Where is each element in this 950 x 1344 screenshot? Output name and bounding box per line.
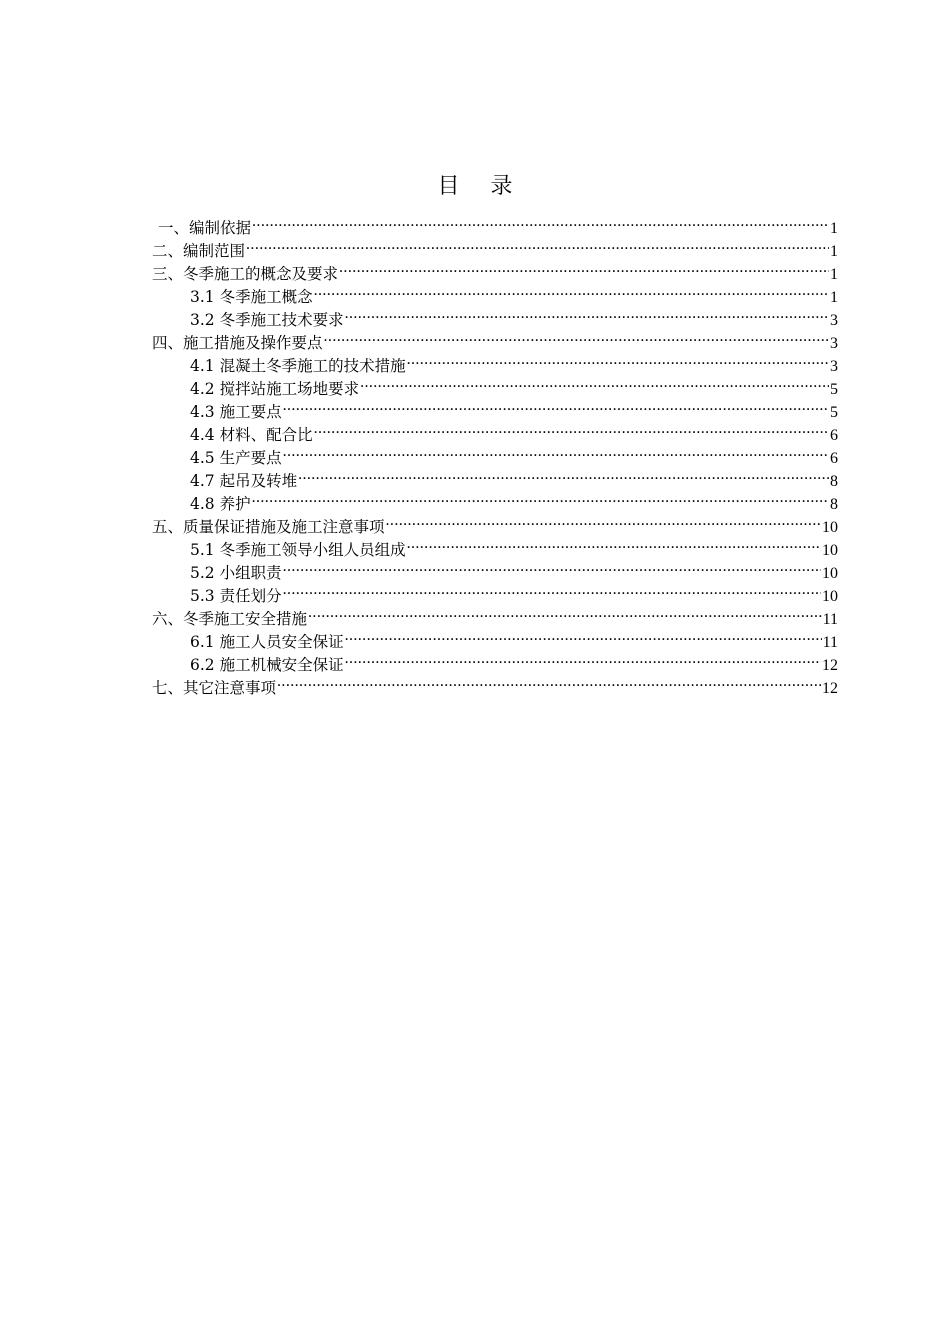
- toc-entry-text: 三、冬季施工的概念及要求: [152, 265, 339, 283]
- toc-leader-dots: [386, 509, 821, 532]
- toc-title: 目 录: [437, 174, 525, 199]
- toc-entry-text: 5.2 小组职责: [190, 564, 282, 582]
- toc-leader-dots: [360, 371, 829, 394]
- toc-entry-page: 1: [830, 289, 838, 306]
- toc-entry[interactable]: [152, 509, 838, 536]
- toc-entry-page: 8: [830, 473, 838, 490]
- toc-entry-page: 3: [830, 312, 838, 329]
- toc-entry-text: 四、施工措施及操作要点: [152, 334, 323, 352]
- toc-entry-page: 6: [830, 450, 838, 467]
- toc-entry-page: 10: [822, 542, 838, 559]
- toc-entry-text: 3.1 冬季施工概念: [190, 288, 313, 306]
- toc-list: [152, 210, 838, 697]
- toc-entry-page: 10: [822, 519, 838, 536]
- toc-leader-dots: [283, 555, 821, 578]
- toc-leader-dots: [339, 256, 829, 279]
- toc-entry-page: 11: [822, 611, 838, 628]
- toc-entry-text: 4.5 生产要点: [190, 449, 282, 467]
- toc-entry-page: 3: [830, 335, 838, 352]
- toc-entry-text: 六、冬季施工安全措施: [152, 610, 308, 628]
- toc-entry-text: 4.3 施工要点: [190, 403, 282, 421]
- toc-leader-dots: [283, 394, 829, 417]
- toc-entry-page: 8: [830, 496, 838, 513]
- toc-entry-text: 一、编制依据: [158, 219, 252, 237]
- toc-entry-page: 1: [830, 266, 838, 283]
- toc-leader-dots: [314, 417, 829, 440]
- toc-leader-dots: [345, 624, 822, 647]
- toc-entry-page: 10: [822, 588, 838, 605]
- toc-leader-dots: [283, 578, 821, 601]
- toc-leader-dots: [298, 463, 829, 486]
- toc-entry-text: 3.2 冬季施工技术要求: [190, 311, 344, 329]
- toc-entry[interactable]: [152, 486, 838, 513]
- toc-entry-page: 5: [830, 381, 838, 398]
- toc-entry-text: 5.3 责任划分: [190, 587, 282, 605]
- toc-entry-page: 5: [830, 404, 838, 421]
- toc-entry-text: 七、其它注意事项: [152, 679, 277, 697]
- toc-entry-text: 4.2 搅拌站施工场地要求: [190, 380, 360, 398]
- toc-entry-text: 五、质量保证措施及施工注意事项: [152, 518, 385, 536]
- toc-entry[interactable]: [152, 233, 838, 260]
- toc-leader-dots: [277, 670, 821, 693]
- toc-entry-text: 6.2 施工机械安全保证: [190, 656, 344, 674]
- toc-entry-text: 二、编制范围: [152, 242, 246, 260]
- toc-entry-page: 10: [822, 565, 838, 582]
- toc-entry-text: 4.4 材料、配合比: [190, 426, 313, 444]
- toc-entry-page: 12: [822, 680, 838, 697]
- toc-leader-dots: [324, 325, 829, 348]
- toc-leader-dots: [345, 302, 829, 325]
- toc-entry-text: 6.1 施工人员安全保证: [190, 633, 344, 651]
- toc-leader-dots: [252, 210, 829, 233]
- toc-entry-page: 11: [822, 634, 838, 651]
- toc-entry-page: 6: [830, 427, 838, 444]
- toc-leader-dots: [407, 532, 821, 555]
- toc-entry-page: 1: [830, 243, 838, 260]
- toc-leader-dots: [345, 647, 821, 670]
- toc-leader-dots: [308, 601, 822, 624]
- toc-entry-text: 4.1 混凝土冬季施工的技术措施: [190, 357, 406, 375]
- toc-leader-dots: [407, 348, 829, 371]
- toc-leader-dots: [246, 233, 829, 256]
- toc-entry-text: 5.1 冬季施工领导小组人员组成: [190, 541, 406, 559]
- toc-entry-page: 12: [822, 657, 838, 674]
- toc-entry-text: 4.7 起吊及转堆: [190, 472, 298, 490]
- toc-entry-page: 3: [830, 358, 838, 375]
- toc-entry-text: 4.8 养护: [190, 495, 251, 513]
- toc-leader-dots: [283, 440, 829, 463]
- toc-leader-dots: [252, 486, 829, 509]
- toc-entry[interactable]: [152, 210, 838, 237]
- toc-entry[interactable]: [152, 256, 838, 283]
- toc-leader-dots: [314, 279, 829, 302]
- toc-entry-page: 1: [830, 220, 838, 237]
